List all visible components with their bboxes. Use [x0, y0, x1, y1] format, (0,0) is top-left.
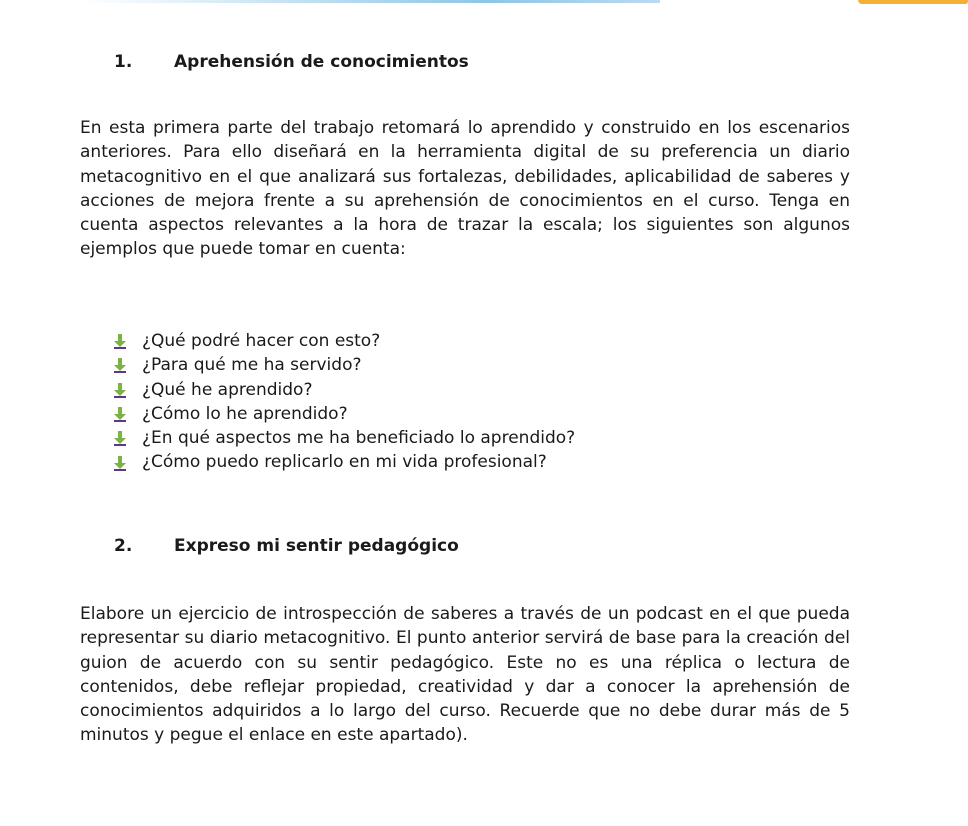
list-item	[112, 329, 575, 353]
list-item	[112, 353, 575, 377]
list-item-text: ¿Cómo puedo replicarlo en mi vida profesional?	[142, 452, 547, 473]
arrow-down-icon	[112, 430, 128, 446]
section-2-paragraph: Elabore un ejercicio de introspección de saberes a través de un podcast en el que pueda representar su diario metacognitivo. El punto anterior servirá de base para la creación del guion de acuerdo con su sentir pedagógico. Este no es una réplica o lectura de contenidos, debe reflejar propiedad, creatividad y dar a conocer la aprehensión de conocimientos adquiridos a lo largo del curso. Recuerde que no debe durar más de 5 minutos y pegue el enlace en este apartado).	[80, 604, 850, 746]
list-item-text: ¿Cómo lo he aprendido?	[142, 403, 348, 424]
section-1-heading	[114, 52, 469, 72]
list-item-text: ¿En qué aspectos me ha beneficiado lo aprendido?	[142, 428, 576, 449]
arrow-down-icon	[112, 333, 128, 349]
list-item-text: ¿Qué he aprendido?	[142, 379, 313, 400]
section-1-title: Aprehensión de conocimientos	[174, 52, 469, 72]
top-decorative-line	[80, 0, 660, 3]
arrow-down-icon	[112, 406, 128, 422]
top-accent-tab	[858, 0, 968, 4]
list-item	[112, 450, 575, 474]
section-1-paragraph: En esta primera parte del trabajo retomará lo aprendido y construido en los escenarios anteriores. Para ello diseñará en la herramienta digital de su preferencia un diario metacognitivo en el que analizará sus fortalezas, debilidades, aplicabilidad de saberes y acciones de mejora frente a su aprehensión de conocimientos en el curso. Tenga en cuenta aspectos relevantes a la hora de trazar la escala; los siguientes son algunos ejemplos que puede tomar en cuenta:	[80, 118, 850, 260]
arrow-down-icon	[112, 357, 128, 373]
section-2-title: Expreso mi sentir pedagógico	[174, 536, 459, 556]
list-item-text: ¿Qué podré hacer con esto?	[142, 331, 381, 351]
list-item	[112, 402, 575, 426]
section-1-number: 1.	[114, 52, 133, 72]
arrow-down-icon	[112, 382, 128, 398]
section-2-number: 2.	[114, 536, 133, 556]
list-item	[112, 426, 575, 450]
arrow-down-icon	[112, 455, 128, 471]
list-item	[112, 378, 575, 402]
list-item-text: ¿Para qué me ha servido?	[142, 355, 362, 376]
section-2-heading	[114, 536, 459, 556]
questions-list	[112, 329, 575, 475]
